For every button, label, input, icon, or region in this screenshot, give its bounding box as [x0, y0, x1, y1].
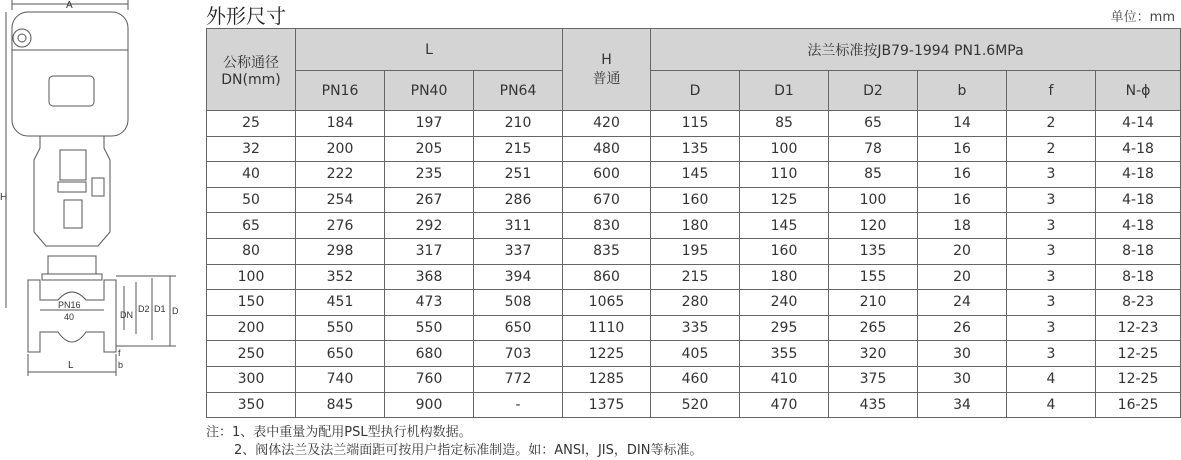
table-cell: 34 — [918, 392, 1007, 418]
table-cell: 8-18 — [1096, 264, 1181, 290]
table-cell: 197 — [385, 111, 474, 137]
table-cell: 410 — [740, 366, 829, 392]
table-cell: 16 — [918, 136, 1007, 162]
table-cell: 30 — [918, 341, 1007, 367]
table-cell: 355 — [740, 341, 829, 367]
table-cell: 4 — [1007, 392, 1096, 418]
header-flange: 法兰标准按JB79-1994 PN1.6MPa — [651, 29, 1181, 71]
table-cell: 155 — [829, 264, 918, 290]
table-cell: 368 — [385, 264, 474, 290]
table-cell: - — [474, 392, 563, 418]
table-cell: 375 — [829, 366, 918, 392]
table-cell: 215 — [474, 136, 563, 162]
table-cell: 680 — [385, 341, 474, 367]
table-cell: 480 — [563, 136, 651, 162]
table-cell: 12-25 — [1096, 366, 1181, 392]
table-cell: 405 — [651, 341, 740, 367]
header-h-label: H — [601, 51, 612, 68]
table-cell: 845 — [296, 392, 385, 418]
table-cell: 205 — [385, 136, 474, 162]
table-cell: 240 — [740, 290, 829, 316]
table-cell: 292 — [385, 213, 474, 239]
dim-dn-label: DN — [120, 310, 133, 320]
table-cell: 3 — [1007, 315, 1096, 341]
table-cell: 110 — [740, 162, 829, 188]
table-cell: 860 — [563, 264, 651, 290]
table-cell: 40 — [207, 162, 296, 188]
table-cell: 16 — [918, 187, 1007, 213]
table-cell: 760 — [385, 366, 474, 392]
table-cell: 3 — [1007, 264, 1096, 290]
table-cell: 14 — [918, 111, 1007, 137]
table-cell: 451 — [296, 290, 385, 316]
table-cell: 3 — [1007, 213, 1096, 239]
table-cell: 420 — [563, 111, 651, 137]
table-cell: 200 — [296, 136, 385, 162]
table-row — [207, 162, 1181, 188]
table-cell: 4-14 — [1096, 111, 1181, 137]
table-cell: 317 — [385, 238, 474, 264]
dim-d2-label: D2 — [138, 304, 150, 314]
table-cell: 337 — [474, 238, 563, 264]
table-cell: 65 — [207, 213, 296, 239]
table-cell: 32 — [207, 136, 296, 162]
subheader-flange-5: N-ϕ — [1096, 71, 1181, 111]
table-cell: 650 — [296, 341, 385, 367]
table-cell: 135 — [651, 136, 740, 162]
table-cell: 508 — [474, 290, 563, 316]
table-cell: 295 — [740, 315, 829, 341]
table-cell: 1065 — [563, 290, 651, 316]
table-cell: 435 — [829, 392, 918, 418]
table-cell: 4-18 — [1096, 213, 1181, 239]
valve-outline-drawing — [0, 0, 200, 460]
subheader-row — [207, 71, 1181, 111]
table-cell: 550 — [296, 315, 385, 341]
pn-label: PN16 — [58, 300, 81, 310]
table-cell: 1375 — [563, 392, 651, 418]
dim-a-label: A — [66, 0, 73, 11]
dim-d1-label: D1 — [154, 304, 166, 314]
table-cell: 184 — [296, 111, 385, 137]
table-cell: 85 — [740, 111, 829, 137]
table-cell: 3 — [1007, 341, 1096, 367]
subheader-l-0: PN16 — [296, 71, 385, 111]
dim-f-label: f — [118, 348, 121, 358]
table-cell: 650 — [474, 315, 563, 341]
table-cell: 85 — [829, 162, 918, 188]
subheader-flange-0: D — [651, 71, 740, 111]
table-cell: 2 — [1007, 111, 1096, 137]
table-cell: 16 — [918, 162, 1007, 188]
subheader-flange-3: b — [918, 71, 1007, 111]
table-cell: 670 — [563, 187, 651, 213]
table-cell: 4-18 — [1096, 136, 1181, 162]
table-cell: 520 — [651, 392, 740, 418]
subheader-flange-4: f — [1007, 71, 1096, 111]
table-cell: 3 — [1007, 187, 1096, 213]
table-cell: 180 — [740, 264, 829, 290]
table-cell: 473 — [385, 290, 474, 316]
table-cell: 215 — [651, 264, 740, 290]
dim-b-label: b — [118, 360, 124, 370]
table-cell: 120 — [829, 213, 918, 239]
note-1: 注：1、表中重量为配用PSL型执行机构数据。 — [206, 425, 472, 440]
table-row — [207, 111, 1181, 137]
dimension-table — [206, 28, 1181, 418]
table-cell: 150 — [207, 290, 296, 316]
table-cell: 20 — [918, 238, 1007, 264]
table-row — [207, 290, 1181, 316]
table-cell: 470 — [740, 392, 829, 418]
table-cell: 125 — [740, 187, 829, 213]
table-cell: 8-23 — [1096, 290, 1181, 316]
subheader-l-2: PN64 — [474, 71, 563, 111]
table-cell: 251 — [474, 162, 563, 188]
table-cell: 276 — [296, 213, 385, 239]
table-cell: 394 — [474, 264, 563, 290]
table-cell: 3 — [1007, 162, 1096, 188]
table-body — [207, 111, 1181, 418]
table-cell: 180 — [651, 213, 740, 239]
table-cell: 24 — [918, 290, 1007, 316]
table-cell: 80 — [207, 238, 296, 264]
note-2: 2、阀体法兰及法兰端面距可按用户指定标准制造。如：ANSI，JIS，DIN等标准。 — [234, 443, 703, 458]
table-cell: 12-25 — [1096, 341, 1181, 367]
table-cell: 222 — [296, 162, 385, 188]
table-cell: 160 — [740, 238, 829, 264]
notes — [206, 424, 702, 460]
table-cell: 1225 — [563, 341, 651, 367]
table-cell: 3 — [1007, 238, 1096, 264]
table-cell: 267 — [385, 187, 474, 213]
table-cell: 4-18 — [1096, 162, 1181, 188]
header-l: L — [296, 29, 563, 71]
table-cell: 100 — [207, 264, 296, 290]
table-cell: 4 — [1007, 366, 1096, 392]
subheader-l-1: PN40 — [385, 71, 474, 111]
table-cell: 550 — [385, 315, 474, 341]
subheader-flange-1: D1 — [740, 71, 829, 111]
table-row — [207, 213, 1181, 239]
table-cell: 350 — [207, 392, 296, 418]
table-cell: 20 — [918, 264, 1007, 290]
table-row — [207, 264, 1181, 290]
table-cell: 3 — [1007, 290, 1096, 316]
header-h — [563, 29, 651, 111]
table-cell: 298 — [296, 238, 385, 264]
table-cell: 65 — [829, 111, 918, 137]
page-title: 外形尺寸 — [206, 4, 286, 28]
table-cell: 26 — [918, 315, 1007, 341]
table-cell: 320 — [829, 341, 918, 367]
table-cell: 352 — [296, 264, 385, 290]
table-cell: 835 — [563, 238, 651, 264]
table-cell: 195 — [651, 238, 740, 264]
table-cell: 12-23 — [1096, 315, 1181, 341]
table-cell: 18 — [918, 213, 1007, 239]
table-cell: 78 — [829, 136, 918, 162]
table-cell: 703 — [474, 341, 563, 367]
table-row — [207, 366, 1181, 392]
table-cell: 1285 — [563, 366, 651, 392]
table-cell: 830 — [563, 213, 651, 239]
table-cell: 2 — [1007, 136, 1096, 162]
table-cell: 311 — [474, 213, 563, 239]
table-cell: 740 — [296, 366, 385, 392]
table-cell: 1110 — [563, 315, 651, 341]
table-cell: 250 — [207, 341, 296, 367]
table-cell: 265 — [829, 315, 918, 341]
subheader-flange-2: D2 — [829, 71, 918, 111]
unit-label: 单位：mm — [1110, 10, 1175, 25]
table-cell: 235 — [385, 162, 474, 188]
table-cell: 100 — [829, 187, 918, 213]
table-cell: 772 — [474, 366, 563, 392]
table-cell: 145 — [740, 213, 829, 239]
table-cell: 900 — [385, 392, 474, 418]
table-cell: 145 — [651, 162, 740, 188]
table-row — [207, 136, 1181, 162]
table-cell: 200 — [207, 315, 296, 341]
table-cell: 160 — [651, 187, 740, 213]
table-cell: 8-18 — [1096, 238, 1181, 264]
table-cell: 30 — [918, 366, 1007, 392]
table-cell: 300 — [207, 366, 296, 392]
table-row — [207, 238, 1181, 264]
dim-l-label: L — [68, 360, 74, 371]
table-row — [207, 341, 1181, 367]
header-dn: 公称通径DN(mm) — [207, 29, 296, 111]
table-cell: 100 — [740, 136, 829, 162]
table-cell: 280 — [651, 290, 740, 316]
dim-h-label: H — [0, 192, 8, 203]
pn-label-2: 40 — [64, 312, 75, 322]
table-row — [207, 187, 1181, 213]
table-cell: 25 — [207, 111, 296, 137]
table-cell: 115 — [651, 111, 740, 137]
table-cell: 135 — [829, 238, 918, 264]
table-cell: 50 — [207, 187, 296, 213]
table-cell: 16-25 — [1096, 392, 1181, 418]
dim-d-label: D — [172, 306, 179, 316]
table-cell: 210 — [829, 290, 918, 316]
table-cell: 335 — [651, 315, 740, 341]
table-cell: 4-18 — [1096, 187, 1181, 213]
table-cell: 210 — [474, 111, 563, 137]
table-cell: 460 — [651, 366, 740, 392]
table-row — [207, 392, 1181, 418]
header-h-sub: 普通 — [592, 70, 621, 87]
table-cell: 286 — [474, 187, 563, 213]
table-cell: 600 — [563, 162, 651, 188]
table-row — [207, 315, 1181, 341]
table-cell: 254 — [296, 187, 385, 213]
